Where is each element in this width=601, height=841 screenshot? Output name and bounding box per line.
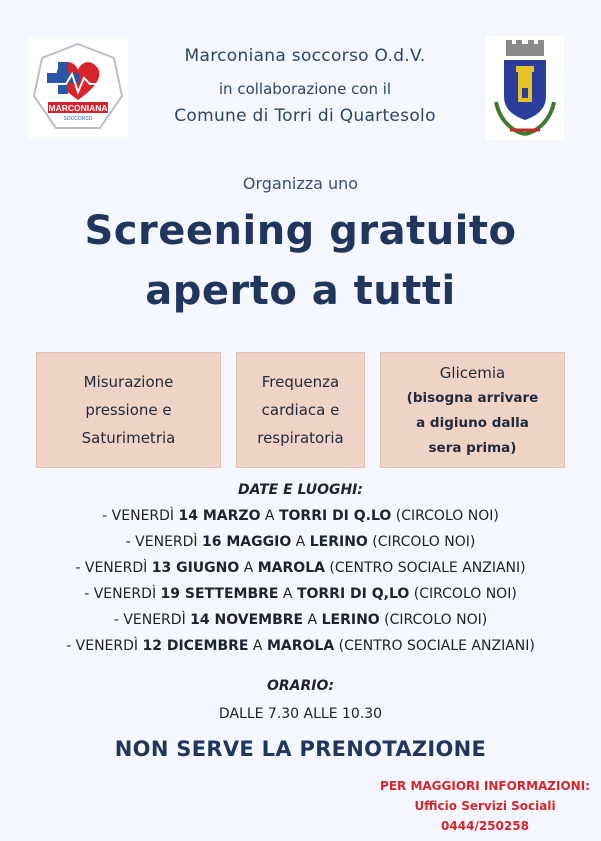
date-day: 12 DICEMBRE [142, 638, 249, 654]
date-venue: (CIRCOLO NOI) [379, 612, 488, 628]
date-venue: (CIRCOLO NOI) [367, 534, 476, 550]
date-day: 14 NOVEMBRE [190, 612, 304, 628]
comune-logo [486, 36, 564, 140]
date-place: TORRI DI Q.LO [278, 508, 392, 524]
date-prefix: - VENERDÌ [84, 586, 161, 602]
info-office: Ufficio Servizi Sociali [414, 799, 556, 813]
service-box-glicemia [380, 352, 565, 468]
date-place: LERINO [309, 534, 368, 550]
date-mid: A [278, 586, 297, 602]
collaboration-text: in collaborazione con il [218, 80, 392, 98]
date-day: 16 MAGGIO [202, 534, 292, 550]
title-line-2: aperto a tutti [145, 268, 456, 314]
marconiana-logo [28, 38, 128, 138]
date-venue: (CENTRO SOCIALE ANZIANI) [334, 638, 535, 654]
service-note: sera prima) [428, 439, 517, 456]
date-venue: (CIRCOLO NOI) [409, 586, 517, 602]
date-mid: A [248, 638, 267, 654]
date-prefix: - VENERDÌ [125, 534, 203, 550]
date-place: TORRI DI Q,LO [296, 586, 410, 602]
date-day: 19 SETTEMBRE [160, 586, 279, 602]
service-line: cardiaca e [261, 401, 340, 419]
orario-heading: ORARIO: [266, 678, 334, 694]
service-box-frequenza [236, 352, 365, 468]
date-row [0, 638, 601, 654]
logo-name-text: MARCONIANA [48, 103, 108, 113]
date-place: LERINO [321, 612, 380, 628]
service-note: a digiuno dalla [416, 414, 529, 431]
date-prefix: - VENERDÌ [75, 560, 152, 576]
date-venue: (CIRCOLO NOI) [391, 508, 499, 524]
date-place: MAROLA [257, 560, 325, 576]
title-line-1: Screening gratuito [84, 208, 517, 254]
orario-time: DALLE 7.30 ALLE 10.30 [218, 706, 383, 722]
service-line: Frequenza [261, 373, 340, 391]
service-label: Glicemia [439, 363, 506, 382]
comune-coat-of-arms-icon [486, 36, 564, 140]
service-line: Misurazione [83, 373, 174, 391]
date-prefix: - VENERDÌ [102, 508, 179, 524]
date-prefix: - VENERDÌ [66, 638, 143, 654]
logo-subtext: SOCCORSO [63, 116, 93, 122]
service-line: respiratoria [257, 429, 344, 447]
no-booking-notice: NON SERVE LA PRENOTAZIONE [114, 737, 487, 761]
service-line: Saturimetria [81, 429, 176, 447]
date-row [0, 586, 601, 602]
date-row [0, 534, 601, 550]
date-venue: (CENTRO SOCIALE ANZIANI) [324, 560, 526, 576]
date-place: MAROLA [266, 638, 335, 654]
marconiana-soccorso-logo-icon [28, 38, 128, 138]
date-row [0, 612, 601, 628]
date-row [0, 560, 601, 576]
info-heading: PER MAGGIORI INFORMAZIONI: [380, 779, 590, 793]
intro-text: Organizza uno [242, 174, 359, 193]
date-prefix: - VENERDÌ [113, 612, 191, 628]
date-mid: A [291, 534, 310, 550]
comune-name: Comune di Torri di Quartesolo [174, 106, 436, 126]
date-row [0, 508, 601, 524]
service-note: (bisogna arrivare [406, 389, 539, 406]
info-phone: 0444/250258 [441, 819, 529, 833]
service-box-pressione [36, 352, 221, 468]
dates-heading: DATE E LUOGHI: [238, 482, 363, 498]
date-mid: A [260, 508, 279, 524]
date-day: 14 MARZO [178, 508, 261, 524]
date-mid: A [239, 560, 258, 576]
service-line: pressione e [85, 401, 172, 419]
date-day: 13 GIUGNO [151, 560, 240, 576]
org-name: Marconiana soccorso O.d.V. [184, 46, 426, 66]
date-mid: A [303, 612, 322, 628]
